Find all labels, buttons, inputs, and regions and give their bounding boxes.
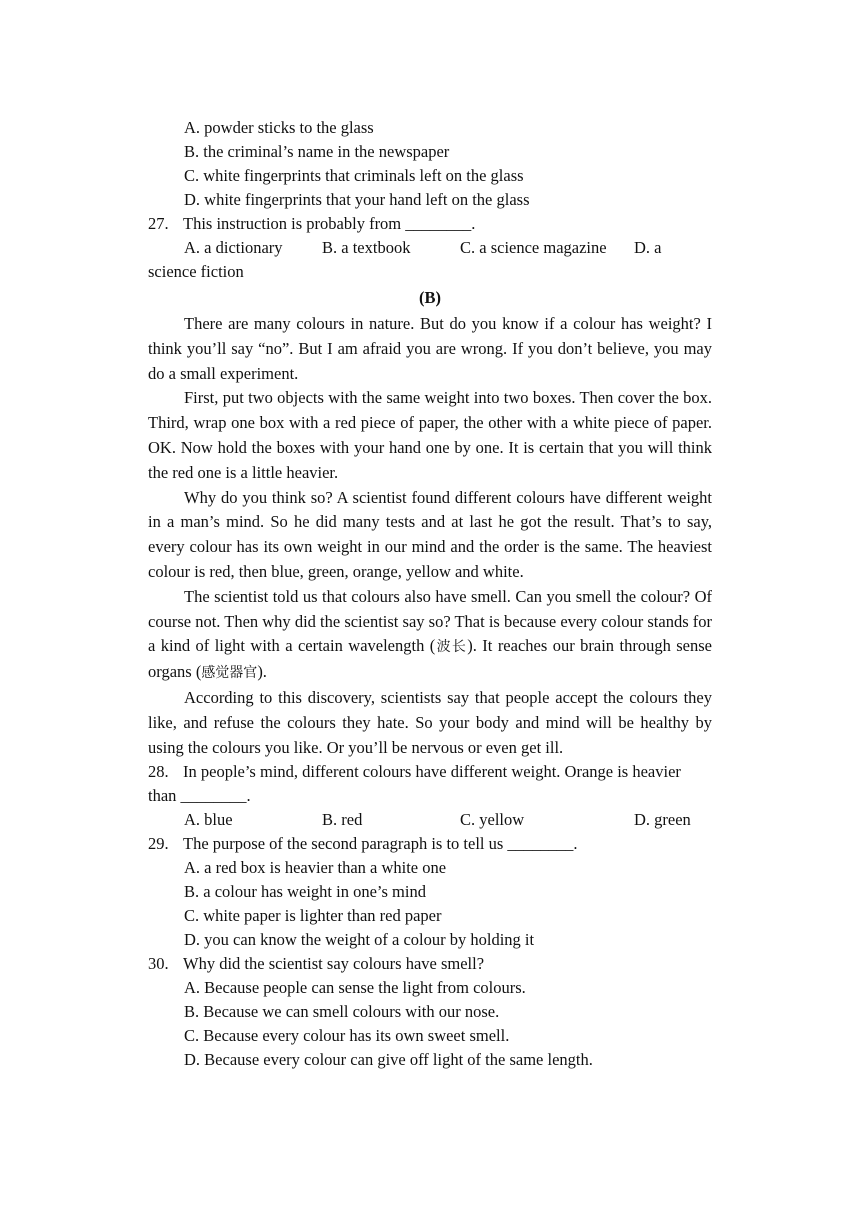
passage-paragraph-1: There are many colours in nature. But do you know if a colour has weight? I think you’ll say “no”. But I am afraid you are wrong. If you don’t believe, you may do a small experiment. — [148, 314, 712, 383]
question-number: 27. — [148, 214, 169, 233]
q27-option-b: B. a textbook — [322, 238, 411, 257]
passage-paragraph-2: First, put two objects with the same weight into two boxes. Then cover the box. Third, wrap one box with a red piece of paper, the other with a white piece of paper. OK. Now hold the boxes with your hand one by one. It is certain that you will think the red one is a little heavier. — [148, 388, 712, 482]
question-text: In people’s mind, different colours have different weight. Orange is heavier — [183, 762, 681, 782]
q27-option-c: C. a science magazine — [460, 238, 607, 257]
q30-option-d: D. Because every colour can give off light of the same length. — [184, 1050, 593, 1070]
question-28 — [148, 760, 712, 784]
q26-option-c: C. white fingerprints that criminals left on the glass — [184, 166, 524, 185]
q28-option-d: D. green — [634, 810, 691, 830]
q28-option-b: B. red — [322, 810, 363, 830]
section-heading: (B) — [419, 288, 441, 307]
q27-option-d: D. a — [634, 238, 662, 257]
question-text: The purpose of the second paragraph is to tell us ________. — [183, 834, 578, 854]
q27-options — [148, 236, 712, 260]
question-30 — [148, 952, 712, 976]
paragraph-text: The scientist told us that colours also have smell. Can you smell the colour? Of course not. Then why did the scientist say so? That is because every colour stands for a kind of light with a certain wavelength ( — [148, 586, 712, 656]
q26-option-a: A. powder sticks to the glass — [184, 118, 374, 137]
q28-option-c: C. yellow — [460, 810, 525, 830]
question-text: This instruction is probably from ________. — [183, 214, 476, 233]
q30-option-b: B. Because we can smell colours with our nose. — [184, 1002, 500, 1022]
question-number: 29. — [148, 834, 169, 854]
passage-paragraph-5: According to this discovery, scientists say that people accept the colours they like, and refuse the colours they hate. So your body and mind will be healthy by using the colours you like. Or you’ll be nervous or even get ill. — [148, 687, 712, 757]
chinese-gloss-sense-organs: 感觉器官 — [201, 665, 258, 682]
q27-option-a: A. a dictionary — [184, 238, 283, 257]
question-29 — [148, 832, 712, 856]
q29-option-b: B. a colour has weight in one’s mind — [184, 882, 426, 902]
paragraph-text: ). It reaches our brain through sense organs ( — [148, 636, 713, 682]
passage-paragraph-3: Why do you think so? A scientist found different colours have different weight in a man’s mind. So he did many tests and at last he got the result. That’s to say, every colour has its own weight in our mind and the order is the same. The heaviest colour is red, then blue, green, orange, yellow and white. — [148, 487, 712, 581]
paragraph-text: ). — [257, 662, 267, 682]
q29-option-a: A. a red box is heavier than a white one — [184, 858, 447, 878]
q28-option-a: A. blue — [184, 810, 233, 830]
question-number: 28. — [148, 762, 169, 782]
exam-page — [148, 116, 712, 1072]
passage-paragraph-4 — [148, 585, 712, 686]
chinese-gloss-wavelength: 波长 — [435, 639, 468, 656]
q29-option-c: C. white paper is lighter than red paper — [184, 906, 442, 926]
q30-option-c: C. Because every colour has its own sweet smell. — [184, 1026, 510, 1046]
q30-option-a: A. Because people can sense the light from colours. — [184, 978, 526, 998]
q26-option-b: B. the criminal’s name in the newspaper — [184, 142, 450, 161]
question-28-continued: than ________. — [148, 786, 251, 806]
q29-option-d: D. you can know the weight of a colour by holding it — [184, 930, 535, 950]
q26-option-d: D. white fingerprints that your hand left on the glass — [184, 190, 530, 209]
question-number: 30. — [148, 954, 169, 974]
question-text: Why did the scientist say colours have smell? — [183, 954, 485, 974]
q27-option-d-continued: science fiction — [148, 262, 244, 281]
question-27 — [148, 212, 712, 236]
q28-options — [148, 808, 712, 832]
